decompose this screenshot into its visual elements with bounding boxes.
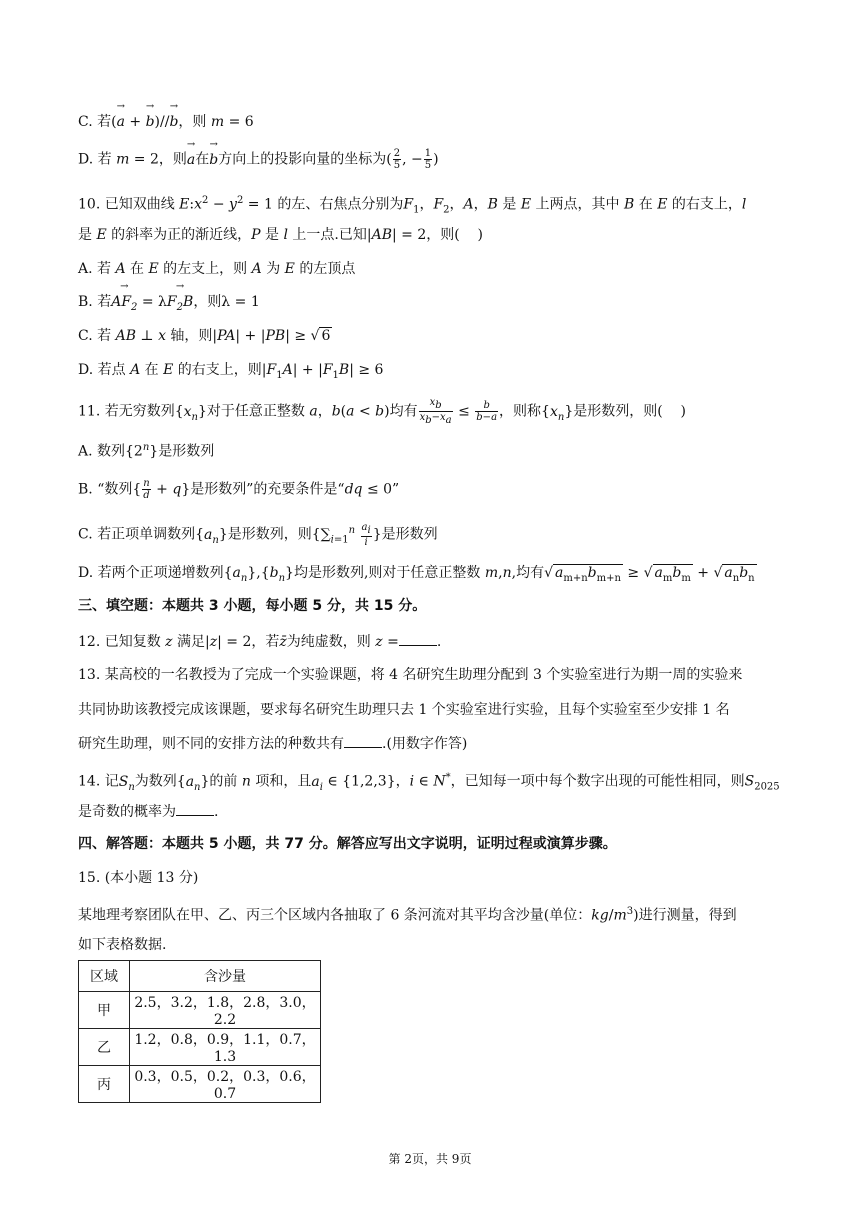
question-14-line-1: 14. 记$S_n$为数列$\{a_n\}$的前 n 项和，且$a_i$ ∈ {1,2,3}，i ∈ N*，已知每一项中每个数字出现的可能性相同，则$S_{2025}$: [78, 772, 780, 793]
table-cell-region: 乙: [79, 1029, 130, 1066]
question-15-line-1: 某地理考察团队在甲、乙、丙三个区域内各抽取了 6 条河流对其平均含沙量(单位：$kg/m^3$)进行测量，得到: [78, 906, 737, 924]
table-header-region: 区域: [79, 961, 130, 992]
table-cell-region: 甲: [79, 992, 130, 1029]
option-11a: A. 数列{2$^n$}是形数列: [78, 442, 215, 460]
table-cell-values: 2.5，3.2，1.8，2.8，3.0，2.2: [130, 992, 321, 1029]
section-answer-heading: 四、解答题：本题共 5 小题，共 77 分。解答应写出文字说明，证明过程或演算步骤。: [78, 836, 617, 852]
option-10a: A. 若 A 在 E 的左支上，则 A 为 E 的左顶点: [78, 261, 356, 277]
option-10b: B. 若→ $AF_2 = \lambda\to F_2B$，则λ = 1: [78, 292, 260, 318]
option-9d: D. 若 m = 2，则→ a在→ b方向上的投影向量的坐标为( $\frac{2}{5}$ , − $\frac{1}{5}$ ): [78, 148, 439, 171]
table-row: [79, 992, 321, 1029]
sediment-table: [78, 960, 321, 1103]
table-cell-values: 0.3，0.5，0.2，0.3，0.6，0.7: [130, 1066, 321, 1103]
question-10-line-2: 是 E 的斜率为正的渐近线，P 是 l 上一点.已知|AB| = 2，则( ): [78, 227, 483, 243]
question-12: 12. 已知复数 z 满足|z| = 2，若z̄为纯虚数，则 z = .: [78, 634, 442, 650]
table-row: [79, 1066, 321, 1103]
table-cell-values: 1.2，0.8，0.9，1.1，0.7，1.3: [130, 1029, 321, 1066]
table-header-sediment: 含沙量: [130, 961, 321, 992]
question-14-line-2: 是奇数的概率为 .: [78, 804, 219, 820]
option-11c: C. 若正项单调数列$\{a_n\}$是形数列，则{$\sum_{i=1}^n$ $\frac{a_i}{i}$ }是形数列: [78, 521, 438, 548]
option-11b: B. “数列{ $\frac{n}{d}$ + q}是形数列”的充要条件是“dq ≤ 0”: [78, 478, 400, 501]
question-13-line-2: 共同协助该教授完成该课题，要求每名研究生助理只去 1 个实验室进行实验，且每个实验室至少安排 1 名: [78, 702, 730, 718]
question-15-header: 15. (本小题 13 分): [78, 870, 199, 886]
question-15-line-2: 如下表格数据.: [78, 937, 167, 953]
question-10-line-1: 10. 已知双曲线 $E:x^2 - y^2 = 1$ 的左、右焦点分别为$F_1$，$F_2$，A，B 是 E 上两点，其中 B 在 E 的右支上，l: [78, 195, 747, 216]
table-row: [79, 1029, 321, 1066]
question-11: 11. 若无穷数列$\{x_n\}$对于任意正整数 a，b(a < b)均有 $\frac{x_b}{x_b-x_a}$ ≤ $\frac{b}{b-a}$ ，则称$\{x_n\}$是形数列，则( ): [78, 397, 686, 426]
section-fill-in-heading: 三、填空题：本题共 3 小题，每小题 5 分，共 15 分。: [78, 598, 427, 614]
option-10d: D. 若点 A 在 E 的右支上，则$|F_1A| + |F_1B| \ge 6$: [78, 362, 384, 381]
table-cell-region: 丙: [79, 1066, 130, 1103]
page-footer: 第 2页，共 9页: [388, 1152, 472, 1166]
question-13-line-1: 13. 某高校的一名教授为了完成一个实验课题，将 4 名研究生助理分配到 3 个实验室进行为期一周的实验来: [78, 667, 743, 683]
question-13-line-3: 研究生助理，则不同的安排方法的种数共有 .(用数字作答): [78, 736, 468, 752]
option-11d: D. 若两个正项递增数列$\{a_n\},\{b_n\}$均是形数列,则对于任意正整数 m,n,均有√ $a_{m+n}b_{m+n}$ ≥ √ $a_mb_m$ + √ $a_nb_n$: [78, 565, 755, 584]
table-header-row: [79, 961, 321, 992]
option-10c: C. 若 AB ⊥ x 轴，则|PA| + |PB| ≥ √ 6: [78, 328, 331, 344]
option-9c: C. 若(→ a + → b)//→ b，则 m = 6: [78, 112, 254, 132]
